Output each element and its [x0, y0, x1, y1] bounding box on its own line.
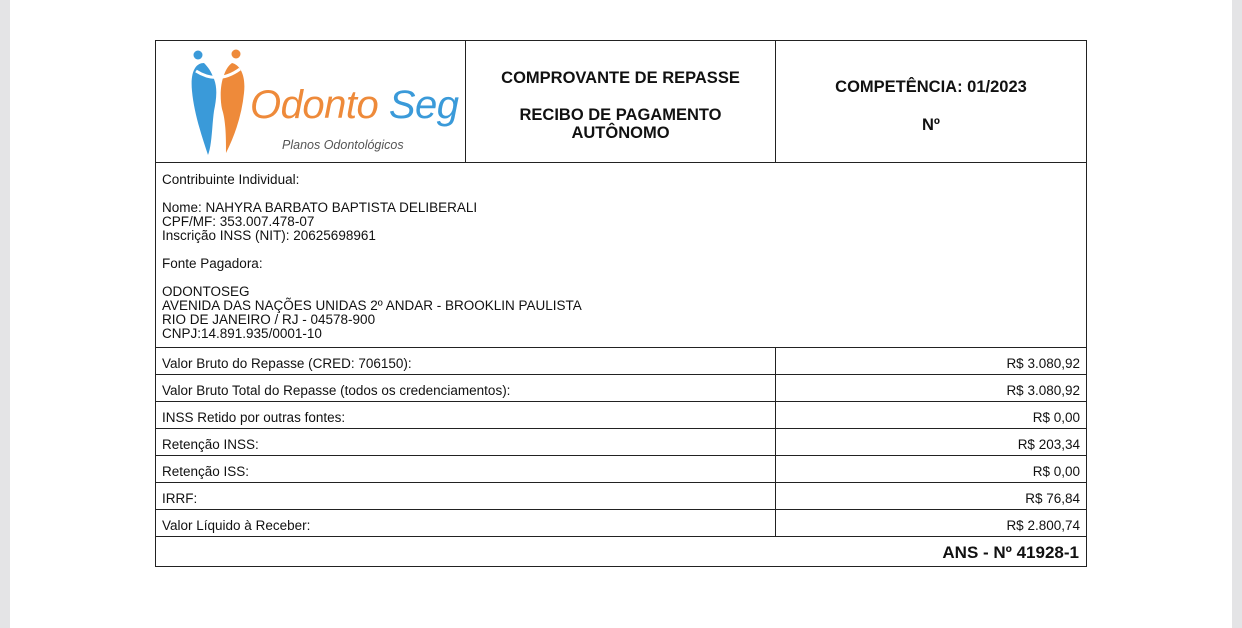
row-label: Valor Líquido à Receber: [156, 510, 776, 536]
row-label: Valor Bruto do Repasse (CRED: 706150): [156, 348, 776, 374]
contribuinte-inscricao: Inscrição INSS (NIT): 20625698961 [162, 228, 376, 243]
receipt-header [156, 41, 1086, 163]
logo-tagline: Planos Odontológicos [282, 138, 404, 152]
logo-cell [156, 41, 466, 162]
row-value: R$ 0,00 [1032, 464, 1080, 479]
logo-brand-text [250, 83, 459, 127]
contribuinte-heading: Contribuinte Individual: [162, 172, 300, 187]
table-row [156, 429, 1086, 456]
table-row [156, 402, 1086, 429]
logo-head-blue [194, 51, 203, 60]
numero-label: Nº [922, 116, 940, 134]
row-label: INSS Retido por outras fontes: [156, 402, 776, 428]
fonte-empresa: ODONTOSEG [162, 284, 250, 299]
logo-head-orange [232, 50, 241, 59]
contribuinte-cpf: CPF/MF: 353.007.478-07 [162, 214, 315, 229]
fonte-cidade: RIO DE JANEIRO / RJ - 04578-900 [162, 312, 376, 327]
receipt-document [155, 40, 1087, 567]
ans-number: ANS - Nº 41928-1 [942, 543, 1079, 562]
table-row [156, 510, 1086, 537]
row-label: Retenção INSS: [156, 429, 776, 455]
row-value: R$ 203,34 [1017, 437, 1080, 452]
document-page [10, 0, 1232, 628]
fonte-endereco: AVENIDA DAS NAÇÕES UNIDAS 2º ANDAR - BROOKLIN PAULISTA [162, 298, 582, 313]
title-autonomo: AUTÔNOMO [571, 124, 670, 142]
row-value: R$ 0,00 [1032, 410, 1080, 425]
logo-brand-odonto: Odonto [250, 83, 379, 127]
competencia-cell [776, 41, 1086, 162]
row-label: Valor Bruto Total do Repasse (todos os credenciamentos): [156, 375, 776, 401]
ans-footer [156, 537, 1086, 566]
fonte-cnpj: CNPJ:14.891.935/0001-10 [162, 326, 322, 341]
row-value: R$ 3.080,92 [1006, 356, 1080, 371]
row-value: R$ 3.080,92 [1006, 383, 1080, 398]
table-row [156, 348, 1086, 375]
fonte-heading: Fonte Pagadora: [162, 256, 263, 271]
table-row [156, 375, 1086, 402]
table-row [156, 456, 1086, 483]
title-comprovante: COMPROVANTE DE REPASSE [501, 69, 740, 87]
row-label: Retenção ISS: [156, 456, 776, 482]
contribuinte-nome: Nome: NAHYRA BARBATO BAPTISTA DELIBERALI [162, 200, 478, 215]
table-row [156, 483, 1086, 510]
row-value: R$ 76,84 [1025, 491, 1080, 506]
row-value: R$ 2.800,74 [1006, 518, 1080, 533]
logo-brand-seg: Seg [378, 83, 459, 127]
row-label: IRRF: [156, 483, 776, 509]
parties-info [156, 163, 1086, 348]
title-cell [466, 41, 776, 162]
odontoseg-logo [156, 41, 466, 162]
competencia-label: COMPETÊNCIA: 01/2023 [835, 78, 1027, 96]
title-recibo: RECIBO DE PAGAMENTO [519, 106, 722, 124]
